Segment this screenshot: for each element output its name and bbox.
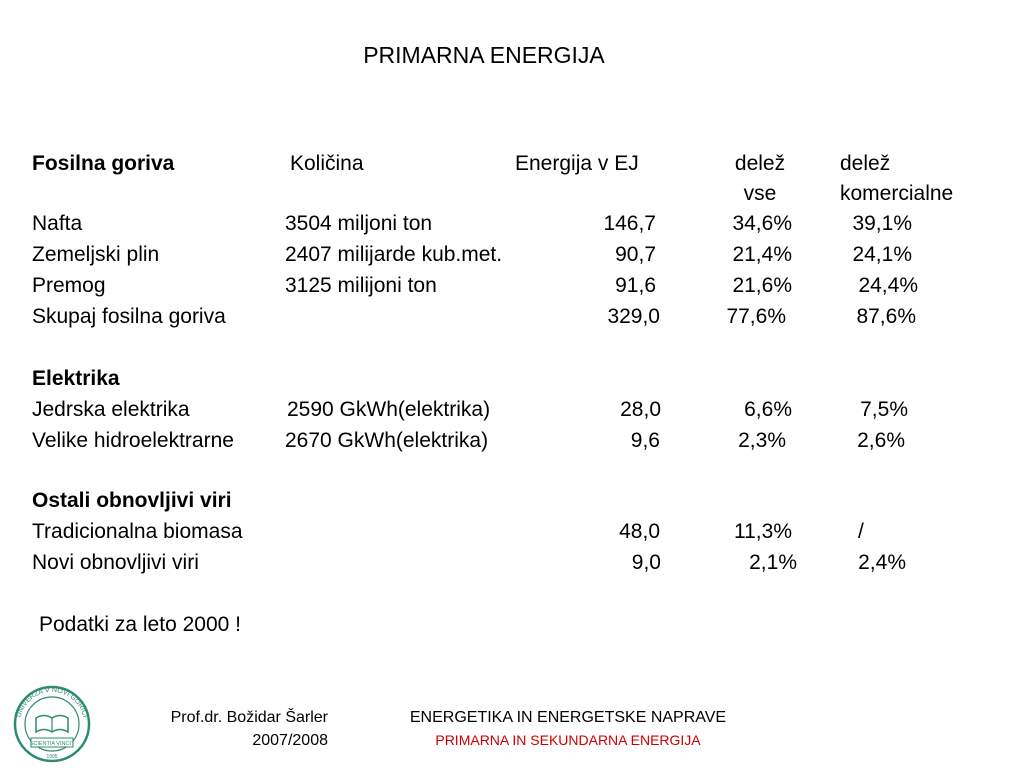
row-label: Zemeljski plin xyxy=(32,243,160,266)
row-share-all: 34,6% xyxy=(732,212,792,235)
col-header-share-all xyxy=(712,149,808,209)
row-share-all: 21,6% xyxy=(732,274,792,297)
row-energy: 146,7 xyxy=(603,212,656,235)
footer-author: Prof.dr. Božidar Šarler xyxy=(170,709,328,726)
row-share-all: 6,6% xyxy=(744,398,792,421)
logo-motto: SCIENTIA VINCIT xyxy=(29,741,75,747)
row-share-commercial: 39,1% xyxy=(852,212,912,235)
row-energy: 329,0 xyxy=(607,305,660,328)
row-share-commercial: 87,6% xyxy=(856,305,916,328)
row-quantity: 2670 GkWh(elektrika) xyxy=(285,429,489,452)
row-label: Skupaj fosilna goriva xyxy=(32,305,226,328)
col-header-quantity: Količina xyxy=(290,152,364,175)
row-energy: 91,6 xyxy=(615,274,656,297)
row-share-all: 2,3% xyxy=(738,429,786,452)
row-label: Tradicionalna biomasa xyxy=(32,520,243,543)
row-energy: 48,0 xyxy=(619,520,660,543)
col-header-share-commercial-line1: delež xyxy=(840,152,891,175)
row-share-all: 2,1% xyxy=(749,551,797,574)
row-share-commercial: 2,4% xyxy=(858,551,906,574)
logo-year: 1995 xyxy=(46,754,58,760)
row-label: Nafta xyxy=(32,212,83,235)
row-share-all: 11,3% xyxy=(734,520,792,543)
col-header-share-commercial-line2: komercialne xyxy=(840,182,954,205)
col-header-share-all-line2: vse xyxy=(743,182,777,205)
university-logo-icon xyxy=(8,684,96,764)
section-electricity: Elektrika xyxy=(32,367,120,390)
col-header-share-commercial xyxy=(840,149,953,209)
row-quantity: 2407 milijarde kub.met. xyxy=(285,243,503,266)
row-energy: 9,6 xyxy=(630,429,660,452)
row-share-all: 21,4% xyxy=(732,243,792,266)
row-quantity: 2590 GkWh(elektrika) xyxy=(287,398,491,421)
row-quantity: 3504 miljoni ton xyxy=(285,212,433,235)
row-share-commercial: 2,6% xyxy=(857,429,905,452)
footer-course-subtitle: PRIMARNA IN SEKUNDARNA ENERGIJA xyxy=(435,732,701,748)
col-header-share-all-line1: delež xyxy=(734,152,786,175)
logo-name: UNIVERZA V NOVI GORICI xyxy=(15,686,89,719)
row-label: Premog xyxy=(32,274,106,297)
data-year-note: Podatki za leto 2000 ! xyxy=(39,613,241,636)
row-quantity: 3125 milijoni ton xyxy=(285,274,437,297)
row-share-commercial: / xyxy=(858,520,864,543)
row-energy: 90,7 xyxy=(615,243,656,266)
row-label: Velike hidroelektrarne xyxy=(32,429,234,452)
row-share-all: 77,6% xyxy=(726,305,786,328)
row-energy: 28,0 xyxy=(620,398,661,421)
footer-course-title: ENERGETIKA IN ENERGETSKE NAPRAVE xyxy=(409,709,727,726)
row-share-commercial: 7,5% xyxy=(860,398,908,421)
row-label: Jedrska elektrika xyxy=(32,398,190,421)
footer-author-block xyxy=(171,706,328,752)
row-share-commercial: 24,4% xyxy=(858,274,918,297)
row-label: Novi obnovljivi viri xyxy=(32,551,199,574)
row-energy: 9,0 xyxy=(631,551,661,574)
section-other-renewables: Ostali obnovljivi viri xyxy=(32,489,232,512)
row-share-commercial: 24,1% xyxy=(852,243,912,266)
section-fossil-fuels: Fosilna goriva xyxy=(32,152,175,175)
footer-course-block xyxy=(372,706,764,752)
col-header-energy: Energija v EJ xyxy=(515,152,639,175)
footer-year: 2007/2008 xyxy=(252,732,328,749)
slide-title: PRIMARNA ENERGIJA xyxy=(363,42,605,68)
